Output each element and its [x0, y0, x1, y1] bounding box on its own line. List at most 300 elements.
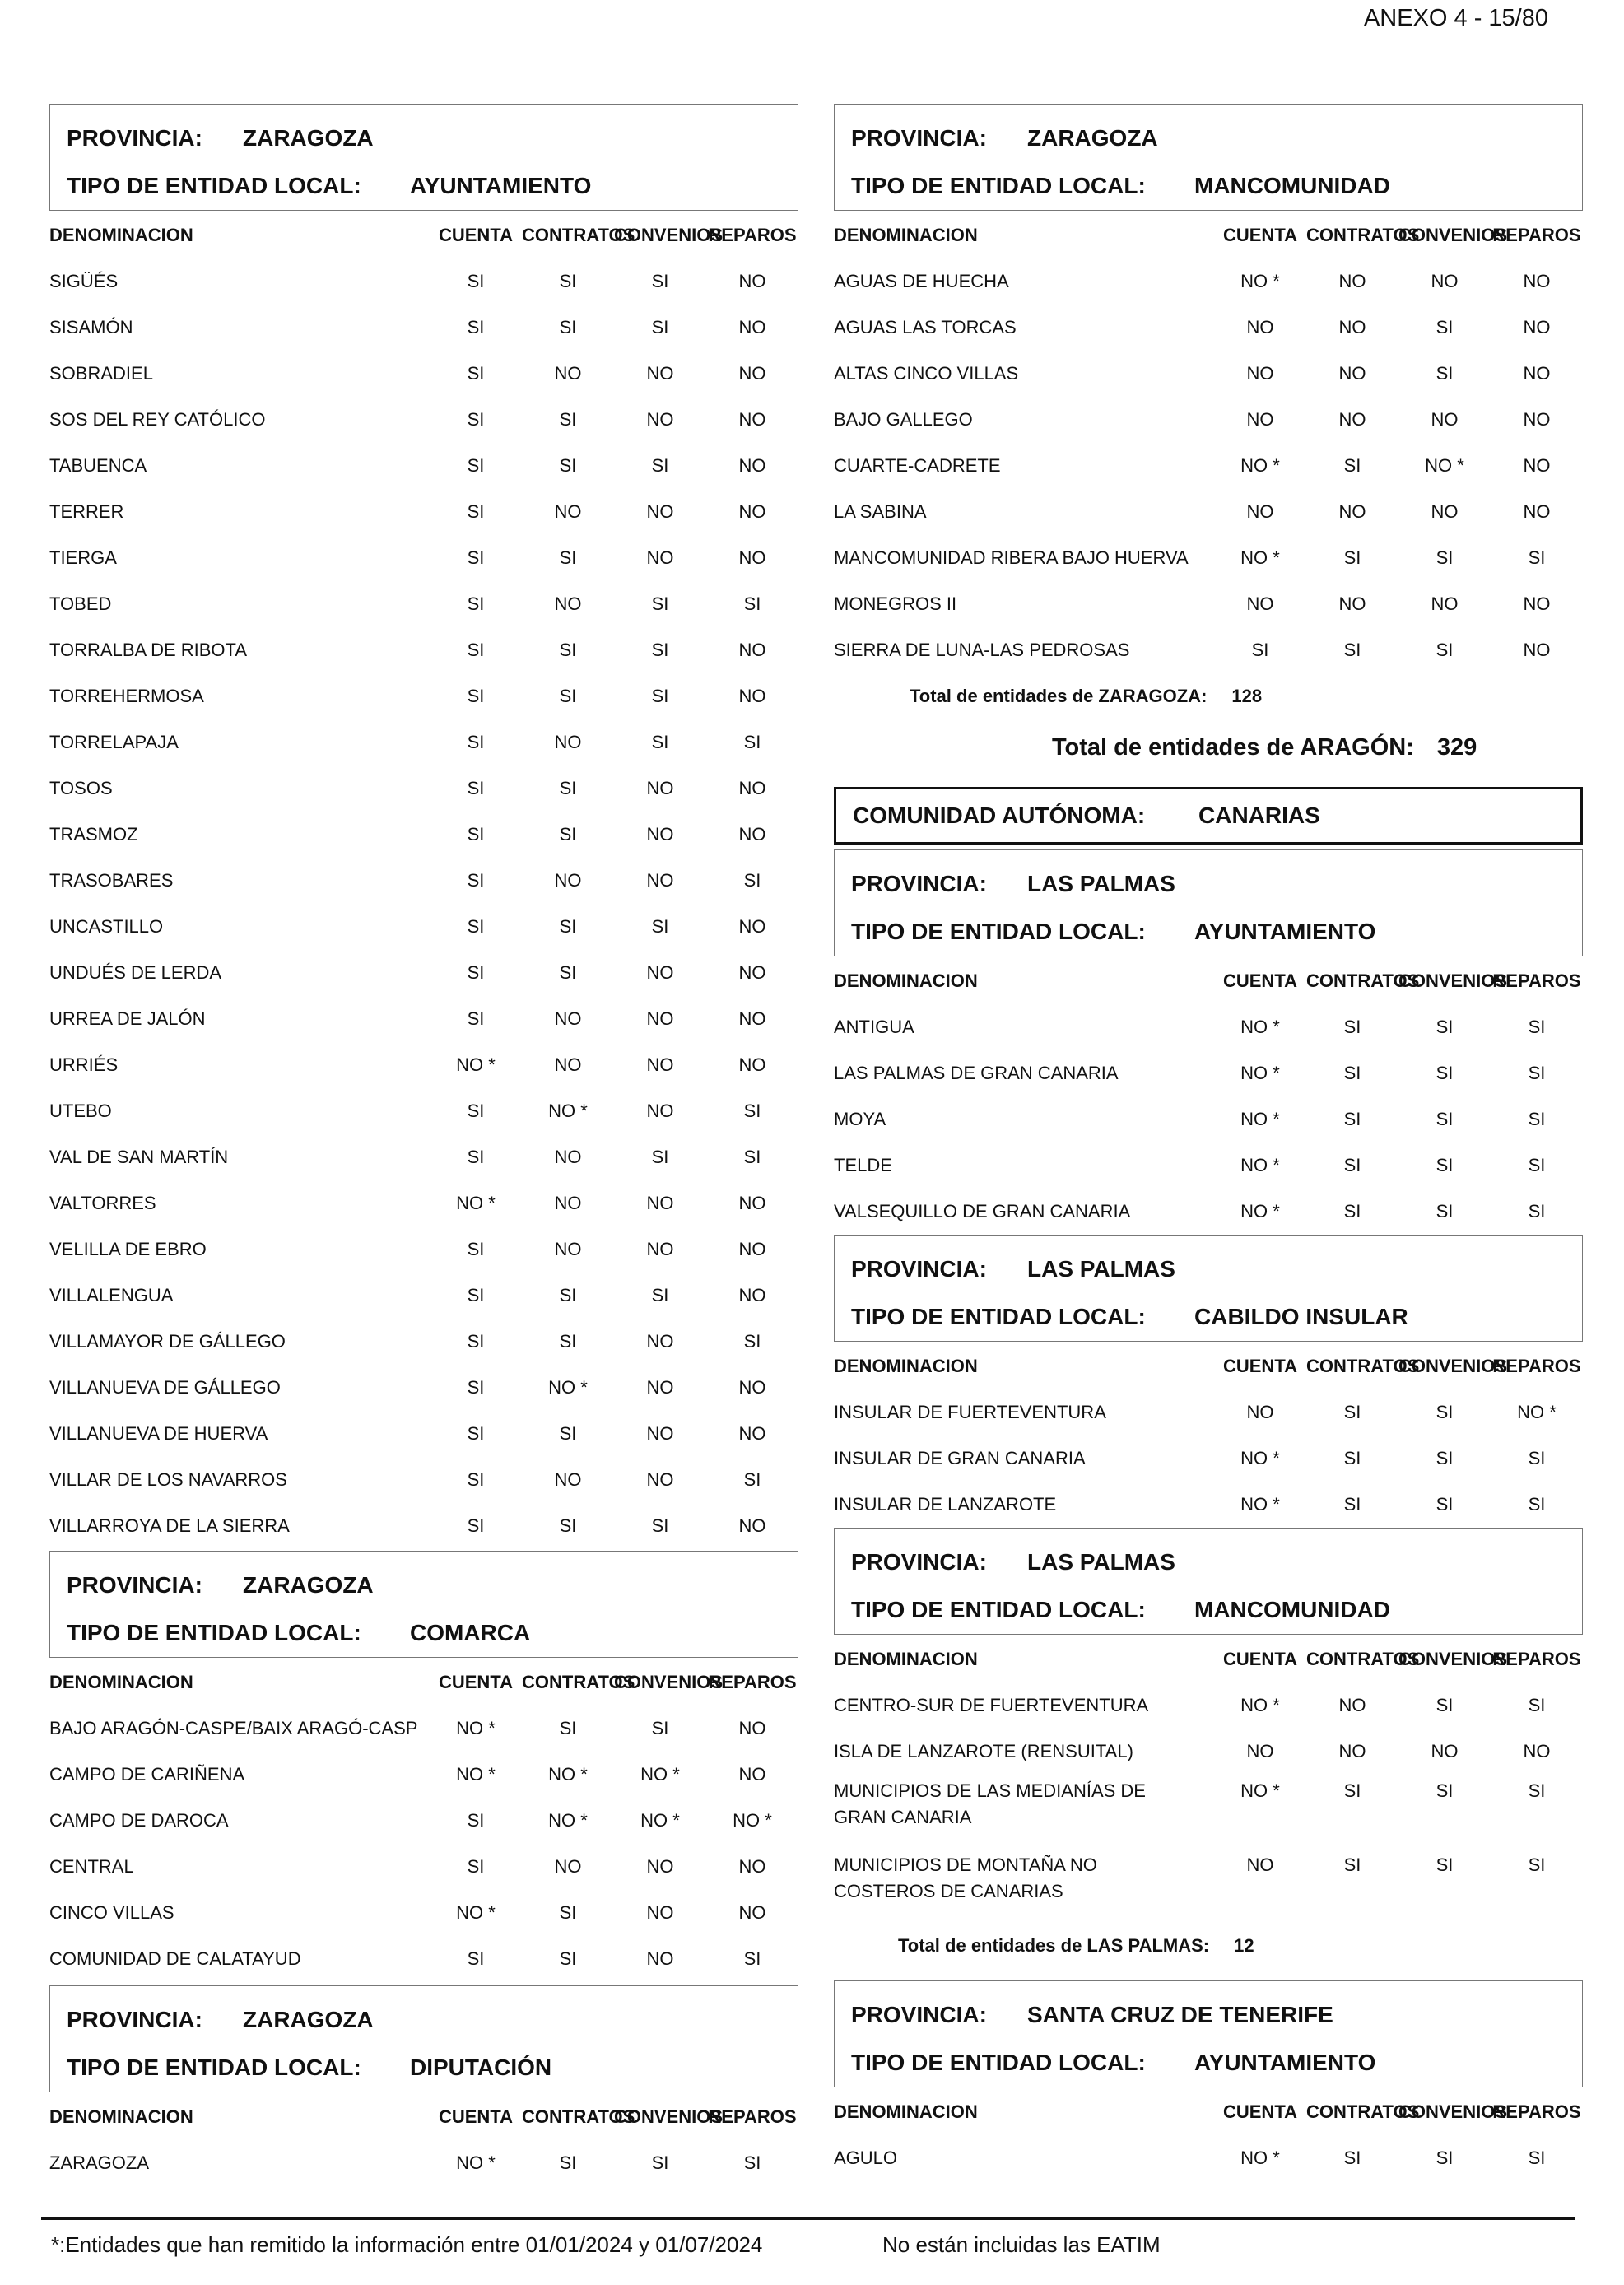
- col-denominacion: DENOMINACION: [834, 1356, 978, 1376]
- cuenta-cell: SI: [467, 1008, 485, 1029]
- contratos-cell: NO: [1338, 317, 1366, 337]
- col-convenios: CONVENIOS: [614, 1672, 724, 1692]
- table-row: [49, 305, 798, 351]
- entity-name: VALSEQUILLO DE GRAN CANARIA: [834, 1201, 1131, 1222]
- table-row: [834, 1682, 1583, 1729]
- col-cuenta: CUENTA: [1222, 1649, 1298, 1669]
- reparos-cell: SI: [743, 1469, 761, 1490]
- reparos-cell: NO: [1523, 317, 1551, 337]
- section-zaragoza-ayuntamiento: [49, 104, 798, 1549]
- tipo-value: COMARCA: [410, 1620, 531, 1645]
- cuenta-cell: SI: [467, 1147, 485, 1167]
- reparos-cell: NO: [738, 686, 766, 706]
- convenios-cell: NO: [1431, 1741, 1459, 1761]
- col-reparos: REPAROS: [1492, 970, 1581, 991]
- entity-name: SISAMÓN: [49, 317, 133, 337]
- cuenta-cell: SI: [467, 593, 485, 614]
- contratos-cell: NO: [1338, 271, 1366, 291]
- reparos-cell: NO: [738, 1193, 766, 1213]
- annex-label: ANEXO 4 - 15/80: [1363, 5, 1548, 31]
- col-contratos: CONTRATOS: [1306, 225, 1420, 245]
- contratos-cell: SI: [1343, 1494, 1361, 1515]
- contratos-cell: SI: [559, 962, 577, 983]
- aragon-total-value: 329: [1436, 733, 1477, 761]
- contratos-cell: NO: [554, 732, 582, 752]
- tipo-label: TIPO DE ENTIDAD LOCAL:: [851, 173, 1146, 198]
- entity-name: TORRALBA DE RIBOTA: [49, 640, 248, 660]
- table-row: [834, 1436, 1583, 1482]
- convenios-cell: NO: [1431, 409, 1459, 430]
- table-row: [49, 812, 798, 858]
- convenios-cell: NO: [646, 1054, 674, 1075]
- convenios-cell: SI: [651, 1285, 669, 1305]
- contratos-cell: NO: [554, 501, 582, 522]
- entity-name: TELDE: [834, 1155, 892, 1175]
- cuenta-cell: NO *: [1240, 1063, 1280, 1083]
- cuenta-cell: SI: [467, 1515, 485, 1536]
- reparos-cell: NO: [738, 1054, 766, 1075]
- table-row: [49, 1042, 798, 1088]
- entity-name: VILLALENGUA: [49, 1285, 174, 1305]
- cuenta-cell: SI: [467, 1810, 485, 1831]
- total-aragon: [834, 719, 1583, 775]
- table-row: [49, 1706, 798, 1752]
- contratos-cell: SI: [559, 1423, 577, 1444]
- reparos-cell: NO: [738, 916, 766, 937]
- table-row: [49, 673, 798, 719]
- cuenta-cell: NO *: [1240, 1448, 1280, 1468]
- col-contratos: CONTRATOS: [1306, 1649, 1420, 1669]
- table-row: [49, 1752, 798, 1798]
- col-convenios: CONVENIOS: [1398, 2101, 1508, 2122]
- contratos-cell: NO: [554, 1856, 582, 1877]
- reparos-cell: SI: [743, 593, 761, 614]
- convenios-cell: NO: [1431, 593, 1459, 614]
- section-tenerife-ayuntamiento: [834, 1980, 1583, 2181]
- convenios-cell: SI: [651, 732, 669, 752]
- cuenta-cell: SI: [467, 1469, 485, 1490]
- contratos-cell: SI: [559, 778, 577, 798]
- entity-name: URREA DE JALÓN: [49, 1008, 206, 1029]
- entity-name: LA SABINA: [834, 501, 927, 522]
- section-zaragoza-mancomunidad: [834, 104, 1583, 673]
- convenios-cell: SI: [1436, 1063, 1454, 1083]
- tipo-row: [851, 1293, 1582, 1341]
- convenios-cell: NO *: [1425, 455, 1464, 476]
- entity-name: TORRELAPAJA: [49, 732, 179, 752]
- contratos-cell: SI: [1343, 1402, 1361, 1422]
- total-value: 12: [1234, 1935, 1254, 1956]
- cuenta-cell: SI: [467, 317, 485, 337]
- col-denominacion: DENOMINACION: [49, 1672, 193, 1692]
- table-row: [49, 2140, 798, 2186]
- column-header: [49, 1659, 798, 1706]
- provincia-label: PROVINCIA:: [851, 871, 987, 896]
- contratos-cell: NO: [554, 1193, 582, 1213]
- cuenta-cell: NO *: [1240, 547, 1280, 568]
- reparos-cell: NO: [1523, 1741, 1551, 1761]
- table-row: [834, 581, 1583, 627]
- column-header: [49, 2094, 798, 2140]
- provincia-row: [851, 1991, 1582, 2039]
- reparos-cell: SI: [743, 1331, 761, 1352]
- col-contratos: CONTRATOS: [522, 2106, 635, 2127]
- table-row: [834, 443, 1583, 489]
- entity-name: VILLAMAYOR DE GÁLLEGO: [49, 1331, 286, 1352]
- entity-name: TRASMOZ: [49, 824, 138, 845]
- section-zaragoza-comarca: [49, 1551, 798, 1982]
- left-column: [49, 104, 798, 2186]
- cuenta-cell: SI: [467, 1331, 485, 1352]
- cuenta-cell: SI: [467, 1239, 485, 1259]
- table-row: [49, 1890, 798, 1936]
- provincia-label: PROVINCIA:: [851, 125, 987, 151]
- entity-name: SOBRADIEL: [49, 363, 153, 384]
- entity-name: ANTIGUA: [834, 1017, 914, 1037]
- section-header-box: [834, 849, 1583, 956]
- convenios-cell: SI: [1436, 317, 1454, 337]
- reparos-cell: SI: [743, 1101, 761, 1121]
- table-row: [834, 1096, 1583, 1142]
- table-row: [834, 1482, 1583, 1528]
- col-cuenta: CUENTA: [438, 1672, 514, 1692]
- convenios-cell: NO: [646, 962, 674, 983]
- table-row: [49, 1365, 798, 1411]
- convenios-cell: SI: [1436, 1155, 1454, 1175]
- contratos-cell: SI: [559, 1902, 577, 1923]
- col-cuenta: CUENTA: [438, 225, 514, 245]
- table-row: [49, 535, 798, 581]
- convenios-cell: SI: [1436, 1494, 1454, 1515]
- entity-name: AGUAS LAS TORCAS: [834, 317, 1017, 337]
- reparos-cell: NO: [738, 271, 766, 291]
- tipo-label: TIPO DE ENTIDAD LOCAL:: [67, 1620, 361, 1645]
- tipo-label: TIPO DE ENTIDAD LOCAL:: [851, 2050, 1146, 2075]
- tipo-value: MANCOMUNIDAD: [1194, 173, 1390, 198]
- contratos-cell: SI: [1343, 1109, 1361, 1129]
- convenios-cell: NO: [646, 1239, 674, 1259]
- cuenta-cell: NO: [1246, 593, 1274, 614]
- reparos-cell: SI: [1528, 1063, 1546, 1083]
- tipo-value: DIPUTACIÓN: [410, 2055, 552, 2080]
- entity-name: VILLAR DE LOS NAVARROS: [49, 1469, 287, 1490]
- cuenta-cell: NO: [1246, 1855, 1274, 1875]
- entity-name: VELILLA DE EBRO: [49, 1239, 207, 1259]
- reparos-cell: SI: [1528, 1494, 1546, 1515]
- contratos-cell: SI: [559, 1718, 577, 1738]
- convenios-cell: SI: [651, 317, 669, 337]
- provincia-row: [851, 1245, 1582, 1293]
- cuenta-cell: SI: [467, 870, 485, 891]
- cuenta-cell: NO *: [1240, 1017, 1280, 1037]
- cuenta-cell: SI: [467, 732, 485, 752]
- table-row: [834, 305, 1583, 351]
- tipo-label: TIPO DE ENTIDAD LOCAL:: [67, 173, 361, 198]
- table-row: [834, 1389, 1583, 1436]
- convenios-cell: NO: [646, 363, 674, 384]
- convenios-cell: NO *: [640, 1764, 680, 1785]
- convenios-cell: NO: [646, 1469, 674, 1490]
- reparos-cell: SI: [1528, 2148, 1546, 2168]
- reparos-cell: NO: [738, 1285, 766, 1305]
- table-row: [834, 258, 1583, 305]
- reparos-cell: NO: [1523, 455, 1551, 476]
- cuenta-cell: NO *: [1240, 1155, 1280, 1175]
- table-row: [49, 858, 798, 904]
- section-header-box: [49, 104, 798, 211]
- entity-name: AGULO: [834, 2148, 898, 2168]
- cuenta-cell: NO *: [1240, 1201, 1280, 1222]
- provincia-row: [851, 860, 1582, 908]
- contratos-cell: SI: [559, 455, 577, 476]
- entity-name: VILLARROYA DE LA SIERRA: [49, 1515, 290, 1536]
- provincia-label: PROVINCIA:: [851, 1256, 987, 1282]
- table-row: [49, 351, 798, 397]
- reparos-cell: SI: [743, 1147, 761, 1167]
- total-zaragoza: [834, 673, 1583, 719]
- reparos-cell: SI: [1528, 1695, 1546, 1715]
- aragon-total-label: Total de entidades de ARAGÓN:: [1052, 733, 1414, 761]
- cuenta-cell: NO *: [1240, 2148, 1280, 2168]
- col-convenios: CONVENIOS: [1398, 225, 1508, 245]
- convenios-cell: NO *: [640, 1810, 680, 1831]
- entity-name: CAMPO DE CARIÑENA: [49, 1764, 245, 1785]
- cuenta-cell: NO: [1246, 1402, 1274, 1422]
- convenios-cell: SI: [1436, 1402, 1454, 1422]
- reparos-cell: SI: [743, 870, 761, 891]
- entity-name: MANCOMUNIDAD RIBERA BAJO HUERVA: [834, 547, 1189, 568]
- contratos-cell: SI: [1343, 1201, 1361, 1222]
- col-denominacion: DENOMINACION: [834, 970, 978, 991]
- tipo-row: [851, 162, 1582, 210]
- entity-name: ZARAGOZA: [49, 2152, 150, 2173]
- reparos-cell: NO: [738, 1718, 766, 1738]
- cuenta-cell: SI: [467, 363, 485, 384]
- table-row: [49, 950, 798, 996]
- convenios-cell: SI: [651, 2152, 669, 2173]
- provincia-value: SANTA CRUZ DE TENERIFE: [1027, 2002, 1333, 2027]
- entity-name: TABUENCA: [49, 455, 147, 476]
- col-cuenta: CUENTA: [1222, 2101, 1298, 2122]
- table-row: [49, 1411, 798, 1457]
- col-contratos: CONTRATOS: [522, 225, 635, 245]
- entity-name: CAMPO DE DAROCA: [49, 1810, 229, 1831]
- entity-name: ISLA DE LANZAROTE (RENSUITAL): [834, 1741, 1133, 1761]
- tipo-value: AYUNTAMIENTO: [1194, 2050, 1376, 2075]
- contratos-cell: SI: [559, 916, 577, 937]
- entity-name: VALTORRES: [49, 1193, 156, 1213]
- convenios-cell: SI: [651, 1147, 669, 1167]
- column-header: [834, 212, 1583, 258]
- convenios-cell: SI: [1436, 1201, 1454, 1222]
- contratos-cell: SI: [1343, 1780, 1361, 1801]
- contratos-cell: SI: [1343, 640, 1361, 660]
- convenios-cell: NO: [646, 501, 674, 522]
- tipo-value: CABILDO INSULAR: [1194, 1304, 1408, 1329]
- contratos-cell: NO: [1338, 1741, 1366, 1761]
- cuenta-cell: NO: [1246, 363, 1274, 384]
- convenios-cell: NO: [646, 1948, 674, 1969]
- reparos-cell: NO: [738, 824, 766, 845]
- convenios-cell: SI: [1436, 1695, 1454, 1715]
- convenios-cell: SI: [651, 593, 669, 614]
- table-row: [834, 535, 1583, 581]
- contratos-cell: SI: [1343, 1017, 1361, 1037]
- reparos-cell: NO: [738, 1764, 766, 1785]
- col-reparos: REPAROS: [1492, 1356, 1581, 1376]
- entity-name: TERRER: [49, 501, 124, 522]
- provincia-row: [851, 1538, 1582, 1586]
- entity-name: INSULAR DE GRAN CANARIA: [834, 1448, 1086, 1468]
- entity-name: VAL DE SAN MARTÍN: [49, 1147, 229, 1167]
- section-header-box: [834, 1980, 1583, 2087]
- entity-name: CINCO VILLAS: [49, 1902, 174, 1923]
- table-row: [834, 1849, 1583, 1923]
- provincia-value: LAS PALMAS: [1027, 1549, 1175, 1575]
- entity-name: MONEGROS II: [834, 593, 957, 614]
- reparos-cell: SI: [743, 1948, 761, 1969]
- table-row: [49, 996, 798, 1042]
- total-value: 128: [1231, 686, 1263, 706]
- total-laspalmas: [834, 1923, 1583, 1969]
- entity-name: SOS DEL REY CATÓLICO: [49, 409, 266, 430]
- cuenta-cell: SI: [467, 916, 485, 937]
- contratos-cell: SI: [1343, 1063, 1361, 1083]
- column-header: [49, 212, 798, 258]
- reparos-cell: NO *: [733, 1810, 772, 1831]
- contratos-cell: NO: [554, 1147, 582, 1167]
- provincia-label: PROVINCIA:: [67, 1572, 202, 1598]
- convenios-cell: SI: [1436, 363, 1454, 384]
- entity-name: TORREHERMOSA: [49, 686, 204, 706]
- cuenta-cell: NO *: [1240, 1109, 1280, 1129]
- table-row: [834, 1189, 1583, 1235]
- cuenta-cell: NO *: [456, 1193, 496, 1213]
- cuenta-cell: NO: [1246, 409, 1274, 430]
- convenios-cell: NO: [646, 778, 674, 798]
- total-label: Total de entidades de ZARAGOZA:: [910, 686, 1208, 706]
- reparos-cell: NO: [738, 1902, 766, 1923]
- entity-name: COMUNIDAD DE CALATAYUD: [49, 1948, 301, 1969]
- table-row: [834, 1004, 1583, 1050]
- reparos-cell: NO: [1523, 271, 1551, 291]
- cuenta-cell: SI: [467, 1423, 485, 1444]
- convenios-cell: SI: [651, 1515, 669, 1536]
- col-contratos: CONTRATOS: [1306, 2101, 1420, 2122]
- entity-name: UNDUÉS DE LERDA: [49, 962, 222, 983]
- tipo-row: [67, 1609, 798, 1657]
- contratos-cell: SI: [559, 1948, 577, 1969]
- table-row: [49, 1457, 798, 1503]
- reparos-cell: SI: [1528, 1780, 1546, 1801]
- col-cuenta: CUENTA: [1222, 1356, 1298, 1376]
- contratos-cell: SI: [559, 640, 577, 660]
- convenios-cell: NO: [1431, 271, 1459, 291]
- contratos-cell: NO *: [548, 1764, 588, 1785]
- cuenta-cell: SI: [467, 824, 485, 845]
- footer-eatim: No están incluidas las EATIM: [882, 2232, 1161, 2257]
- cuenta-cell: NO *: [1240, 1494, 1280, 1515]
- contratos-cell: SI: [559, 1515, 577, 1536]
- reparos-cell: NO: [738, 1515, 766, 1536]
- convenios-cell: SI: [651, 271, 669, 291]
- entity-name: INSULAR DE FUERTEVENTURA: [834, 1402, 1106, 1422]
- contratos-cell: SI: [559, 824, 577, 845]
- tipo-value: AYUNTAMIENTO: [1194, 919, 1376, 944]
- convenios-cell: NO: [646, 1101, 674, 1121]
- col-reparos: REPAROS: [708, 225, 797, 245]
- cuenta-cell: NO *: [1240, 1780, 1280, 1801]
- convenios-cell: NO: [1431, 501, 1459, 522]
- cuenta-cell: SI: [467, 271, 485, 291]
- provincia-label: PROVINCIA:: [67, 2007, 202, 2032]
- table-row: [834, 1050, 1583, 1096]
- column-header: [834, 1343, 1583, 1389]
- reparos-cell: NO: [738, 455, 766, 476]
- col-cuenta: CUENTA: [438, 2106, 514, 2127]
- table-row: [49, 1844, 798, 1890]
- table-row: [49, 719, 798, 766]
- entity-name: CUARTE-CADRETE: [834, 455, 1001, 476]
- contratos-cell: SI: [559, 409, 577, 430]
- entity-name: SIERRA DE LUNA-LAS PEDROSAS: [834, 640, 1130, 660]
- provincia-row: [67, 114, 798, 162]
- cuenta-cell: NO *: [456, 1054, 496, 1075]
- reparos-cell: NO: [1523, 640, 1551, 660]
- reparos-cell: NO: [738, 547, 766, 568]
- reparos-cell: SI: [1528, 1017, 1546, 1037]
- cuenta-cell: SI: [467, 455, 485, 476]
- provincia-value: LAS PALMAS: [1027, 871, 1175, 896]
- convenios-cell: SI: [1436, 1017, 1454, 1037]
- reparos-cell: NO: [738, 1856, 766, 1877]
- col-denominacion: DENOMINACION: [49, 225, 193, 245]
- table-row: [49, 489, 798, 535]
- contratos-cell: NO *: [548, 1377, 588, 1398]
- entity-name: AGUAS DE HUECHA: [834, 271, 1009, 291]
- contratos-cell: NO: [554, 1469, 582, 1490]
- entity-name: CENTRAL: [49, 1856, 134, 1877]
- cuenta-cell: SI: [467, 409, 485, 430]
- contratos-cell: SI: [1343, 2148, 1361, 2168]
- col-reparos: REPAROS: [708, 1672, 797, 1692]
- entity-name: VILLANUEVA DE GÁLLEGO: [49, 1377, 281, 1398]
- entity-name: BAJO ARAGÓN-CASPE/BAIX ARAGÓ-CASP: [49, 1718, 418, 1738]
- col-contratos: CONTRATOS: [522, 1672, 635, 1692]
- entity-name: INSULAR DE LANZAROTE: [834, 1494, 1057, 1515]
- entity-name: UTEBO: [49, 1101, 112, 1121]
- cuenta-cell: SI: [467, 1101, 485, 1121]
- provincia-row: [67, 1561, 798, 1609]
- reparos-cell: NO: [738, 1008, 766, 1029]
- section-laspalmas-mancomunidad: [834, 1528, 1583, 1923]
- provincia-label: PROVINCIA:: [67, 125, 202, 151]
- convenios-cell: SI: [1436, 1780, 1454, 1801]
- col-convenios: CONVENIOS: [614, 2106, 724, 2127]
- reparos-cell: SI: [1528, 1448, 1546, 1468]
- cuenta-cell: SI: [467, 1285, 485, 1305]
- table-row: [49, 1134, 798, 1180]
- table-row: [49, 627, 798, 673]
- section-header-box: [834, 104, 1583, 211]
- table-row: [49, 1180, 798, 1226]
- convenios-cell: SI: [651, 1718, 669, 1738]
- convenios-cell: NO: [646, 824, 674, 845]
- reparos-cell: SI: [743, 732, 761, 752]
- contratos-cell: NO *: [548, 1101, 588, 1121]
- cuenta-cell: NO *: [456, 1718, 496, 1738]
- convenios-cell: SI: [651, 455, 669, 476]
